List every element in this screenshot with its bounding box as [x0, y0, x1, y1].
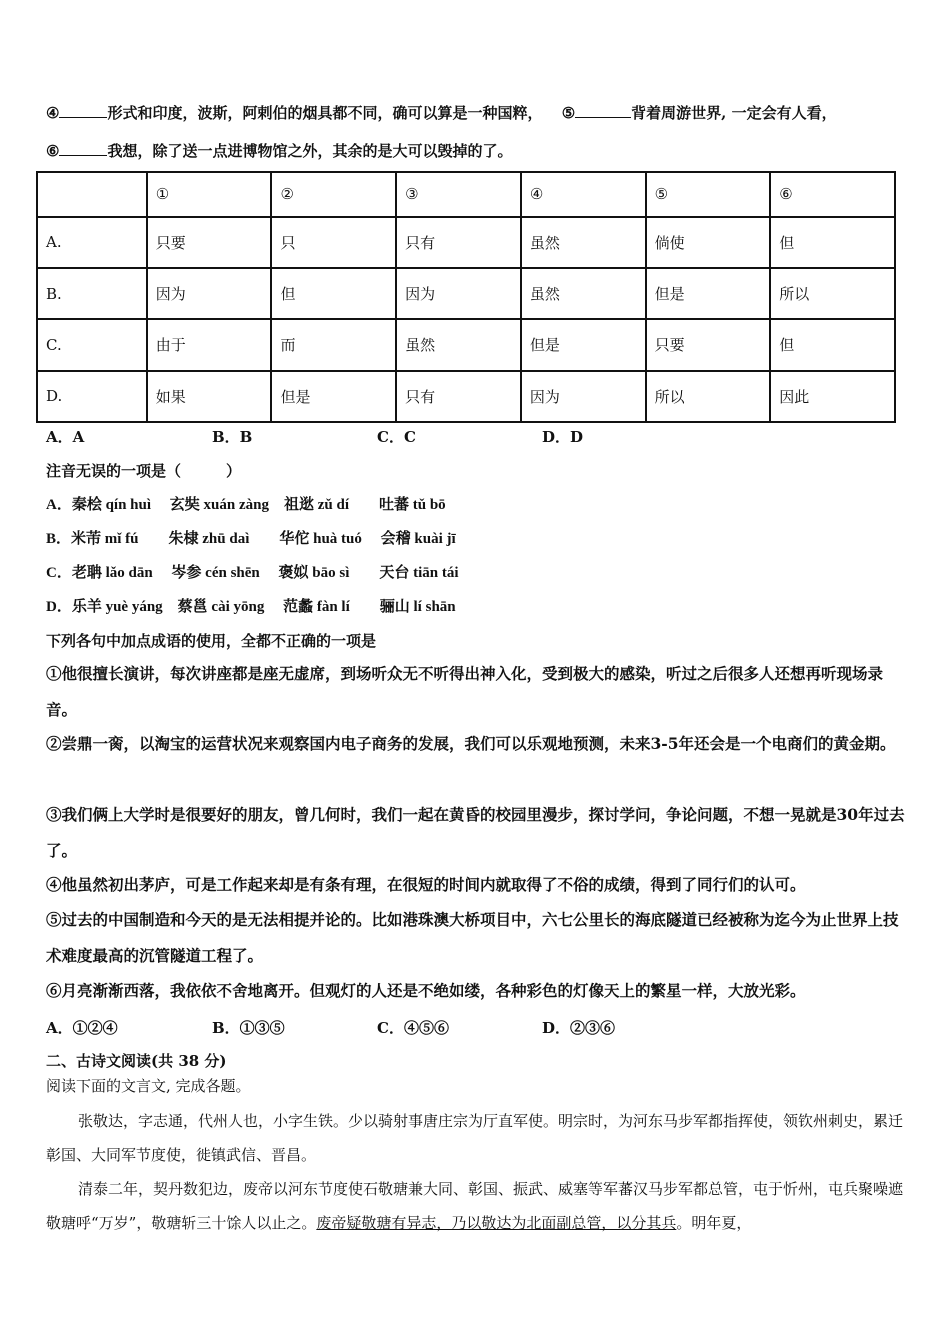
choice-b[interactable]: B．B — [212, 428, 253, 446]
section-title: 二、古诗文阅读(共 38 分) — [46, 1052, 227, 1070]
q3-sentence-5: ⑤过去的中国制造和今天的是无法相提并论的。比如港珠澳大桥项目中，六七公里长的海底隧道已经被称为迄今为止世界上技术难度最高的沉管隧道工程了。 — [46, 910, 899, 965]
table-row: B. 因为 但 因为 虽然 但是 所以 — [37, 268, 895, 319]
answer-blank — [59, 140, 107, 156]
q2-option-b[interactable]: B．米芾 mǐ fú 朱棣 zhū daì 华佗 huà tuó 会稽 kuài jī — [46, 531, 456, 547]
answer-blank — [575, 102, 631, 118]
classical-paragraph-1: 张敬达，字志通，代州人也，小字生铁。少以骑射事唐庄宗为厅直军使。明宗时，为河东马步军都指挥使，领钦州刺史，累迁彰国、大同军节度使，徙镇武信、晋昌。 — [46, 1112, 904, 1164]
q3-sentence-3: ③我们俩上大学时是很要好的朋友，曾几何时，我们一起在黄昏的校园里漫步，探讨学问，争论问题，不想一晃就是30年过去了。 — [46, 805, 905, 860]
choice-a[interactable]: A．A — [46, 428, 85, 446]
question-line-2: ⑥ 我想，除了送一点进博物馆之外，其余的是大可以毁掉的了。 — [46, 142, 513, 160]
q3-stem: 下列各句中加点成语的使用，全都不正确的一项是 — [46, 632, 377, 650]
q2-option-a[interactable]: A．秦桧 qín huì 玄奘 xuán zàng 祖逖 zǔ dí 吐蕃 tǔ bō — [46, 497, 446, 513]
options-table — [36, 171, 896, 423]
q3-sentence-2: ②尝鼎一脔，以淘宝的运营状况来观察国内电子商务的发展，我们可以乐观地预测，未来3-5年还会是一个电商们的黄金期。 — [46, 734, 896, 753]
choice-d[interactable]: D．D — [542, 428, 584, 446]
table-header-row: ① ② ③ ④ ⑤ ⑥ — [37, 172, 895, 217]
q3-sentence-4: ④他虽然初出茅庐，可是工作起来却是有条有理，在很短的时间内就取得了不俗的成绩，得到了同行们的认可。 — [46, 875, 806, 894]
table-row: A. 只要 只 只有 虽然 倘使 但 — [37, 217, 895, 268]
q3-sentence-1: ①他很擅长演讲，每次讲座都是座无虚席，到场听众无不听得出神入化，受到极大的感染，听过之后很多人还想再听现场录音。 — [46, 664, 884, 719]
choice-b[interactable]: B．①③⑤ — [212, 1019, 285, 1037]
q3-sentence-6: ⑥月亮渐渐西落，我依依不舍地离开。但观灯的人还是不绝如缕，各种彩色的灯像天上的繁星一样，大放光彩。 — [46, 981, 806, 1000]
table-row: D. 如果 但是 只有 因为 所以 因此 — [37, 371, 895, 422]
classical-paragraph-2: 清泰二年，契丹数犯边，废帝以河东节度使石敬瑭兼大同、彰国、振武、威塞等军蕃汉马步军都总管，屯于忻州，屯兵聚噪遮敬瑭呼“万岁”，敬瑭斩三十馀人以止之。废帝疑敬瑭有异志，乃以敬达为北面副总管，以分其兵。明年夏， — [46, 1180, 904, 1232]
underlined-sentence: 废帝疑敬瑭有异志，乃以敬达为北面副总管，以分其兵 — [316, 1214, 677, 1232]
table-row: C. 由于 而 虽然 但是 只要 但 — [37, 319, 895, 370]
q2-option-c[interactable]: C．老聃 lǎo dān 岑参 cén shēn 褒姒 bāo sì 天台 tiān tái — [46, 565, 459, 581]
choice-d[interactable]: D．②③⑥ — [542, 1019, 616, 1037]
section-instruction: 阅读下面的文言文, 完成各题。 — [46, 1077, 251, 1095]
answer-blank — [59, 102, 107, 118]
choice-c[interactable]: C．④⑤⑥ — [377, 1019, 449, 1037]
question-line-1: ④ 形式和印度，波斯，阿剌伯的烟具都不同，确可以算是一种国粹， ⑤ 背着周游世界, 一定会有人看， — [46, 104, 837, 122]
q2-stem: 注音无误的一项是（ ） — [46, 462, 242, 480]
choice-c[interactable]: C．C — [377, 428, 416, 446]
choice-a[interactable]: A．①②④ — [46, 1019, 118, 1037]
q2-option-d[interactable]: D．乐羊 yuè yáng 蔡邕 cài yōng 范蠡 fàn lí 骊山 lí shān — [46, 599, 456, 615]
